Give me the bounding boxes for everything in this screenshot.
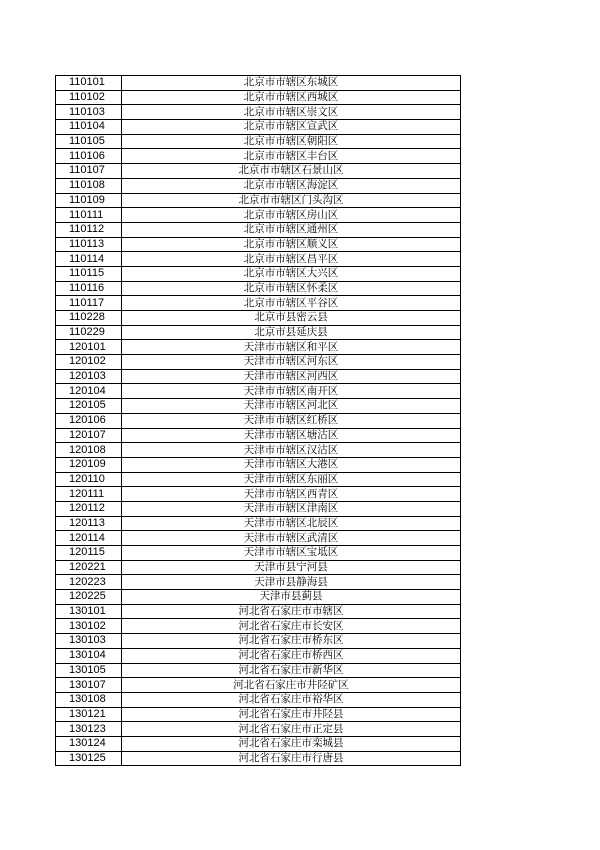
region-name-cell: 河北省石家庄市井陉县 bbox=[122, 707, 461, 722]
region-code-cell: 110104 bbox=[56, 120, 122, 135]
region-name-cell: 天津市市辖区河北区 bbox=[122, 399, 461, 414]
region-code-cell: 130102 bbox=[56, 619, 122, 634]
region-name-cell: 河北省石家庄市正定县 bbox=[122, 722, 461, 737]
region-code-cell: 130124 bbox=[56, 736, 122, 751]
region-code-cell: 110113 bbox=[56, 237, 122, 252]
region-code-cell: 120115 bbox=[56, 546, 122, 561]
region-name-cell: 北京市市辖区西城区 bbox=[122, 90, 461, 105]
table-row bbox=[56, 120, 461, 135]
region-code-cell: 110105 bbox=[56, 134, 122, 149]
region-name-cell: 河北省石家庄市长安区 bbox=[122, 619, 461, 634]
table-row bbox=[56, 311, 461, 326]
table-row bbox=[56, 355, 461, 370]
table-row bbox=[56, 413, 461, 428]
region-code-cell: 110117 bbox=[56, 296, 122, 311]
region-code-table bbox=[55, 75, 461, 766]
region-code-cell: 120104 bbox=[56, 384, 122, 399]
table-row bbox=[56, 164, 461, 179]
table-row bbox=[56, 531, 461, 546]
region-code-cell: 120103 bbox=[56, 369, 122, 384]
table-row bbox=[56, 663, 461, 678]
table-row bbox=[56, 604, 461, 619]
table-row bbox=[56, 736, 461, 751]
region-name-cell: 天津市市辖区武清区 bbox=[122, 531, 461, 546]
table-row bbox=[56, 237, 461, 252]
table-row bbox=[56, 590, 461, 605]
region-name-cell: 河北省石家庄市桥西区 bbox=[122, 648, 461, 663]
region-code-cell: 130107 bbox=[56, 678, 122, 693]
region-code-cell: 120112 bbox=[56, 501, 122, 516]
region-code-cell: 130125 bbox=[56, 751, 122, 766]
table-row bbox=[56, 634, 461, 649]
region-code-cell: 130123 bbox=[56, 722, 122, 737]
region-name-cell: 北京市市辖区崇文区 bbox=[122, 105, 461, 120]
region-name-cell: 北京市市辖区朝阳区 bbox=[122, 134, 461, 149]
table-row bbox=[56, 487, 461, 502]
table-row bbox=[56, 325, 461, 340]
table-row bbox=[56, 340, 461, 355]
region-code-cell: 110115 bbox=[56, 266, 122, 281]
region-name-cell: 天津市市辖区南开区 bbox=[122, 384, 461, 399]
table-row bbox=[56, 443, 461, 458]
region-code-cell: 120108 bbox=[56, 443, 122, 458]
table-row bbox=[56, 678, 461, 693]
region-name-cell: 天津市市辖区宝坻区 bbox=[122, 546, 461, 561]
table-row bbox=[56, 501, 461, 516]
region-code-cell: 120107 bbox=[56, 428, 122, 443]
table-row bbox=[56, 575, 461, 590]
region-name-cell: 北京市市辖区东城区 bbox=[122, 76, 461, 91]
table-row bbox=[56, 149, 461, 164]
region-name-cell: 北京市市辖区宣武区 bbox=[122, 120, 461, 135]
region-code-cell: 130121 bbox=[56, 707, 122, 722]
region-code-cell: 130104 bbox=[56, 648, 122, 663]
table-row bbox=[56, 178, 461, 193]
region-code-cell: 110108 bbox=[56, 178, 122, 193]
region-code-cell: 110106 bbox=[56, 149, 122, 164]
region-name-cell: 天津市市辖区河西区 bbox=[122, 369, 461, 384]
region-code-cell: 130103 bbox=[56, 634, 122, 649]
region-name-cell: 天津市市辖区汉沽区 bbox=[122, 443, 461, 458]
table-row bbox=[56, 516, 461, 531]
region-name-cell: 天津市市辖区东丽区 bbox=[122, 472, 461, 487]
region-code-cell: 120111 bbox=[56, 487, 122, 502]
region-name-cell: 北京市县密云县 bbox=[122, 311, 461, 326]
table-row bbox=[56, 399, 461, 414]
region-name-cell: 天津市市辖区西青区 bbox=[122, 487, 461, 502]
table-body bbox=[56, 76, 461, 766]
region-code-cell: 110112 bbox=[56, 222, 122, 237]
region-name-cell: 北京市市辖区石景山区 bbox=[122, 164, 461, 179]
region-code-cell: 120113 bbox=[56, 516, 122, 531]
region-name-cell: 河北省石家庄市桥东区 bbox=[122, 634, 461, 649]
region-name-cell: 北京市市辖区昌平区 bbox=[122, 252, 461, 267]
region-code-cell: 120114 bbox=[56, 531, 122, 546]
region-code-cell: 130101 bbox=[56, 604, 122, 619]
region-name-cell: 北京市县延庆县 bbox=[122, 325, 461, 340]
table-row bbox=[56, 296, 461, 311]
region-code-cell: 110111 bbox=[56, 208, 122, 223]
region-name-cell: 北京市市辖区通州区 bbox=[122, 222, 461, 237]
region-name-cell: 北京市市辖区大兴区 bbox=[122, 266, 461, 281]
region-code-cell: 110228 bbox=[56, 311, 122, 326]
region-name-cell: 北京市市辖区平谷区 bbox=[122, 296, 461, 311]
table-row bbox=[56, 105, 461, 120]
table-row bbox=[56, 472, 461, 487]
region-name-cell: 天津市市辖区津南区 bbox=[122, 501, 461, 516]
region-name-cell: 天津市县蓟县 bbox=[122, 590, 461, 605]
region-code-cell: 120225 bbox=[56, 590, 122, 605]
region-name-cell: 北京市市辖区怀柔区 bbox=[122, 281, 461, 296]
table-row bbox=[56, 457, 461, 472]
region-name-cell: 北京市市辖区门头沟区 bbox=[122, 193, 461, 208]
region-name-cell: 北京市市辖区丰台区 bbox=[122, 149, 461, 164]
region-name-cell: 河北省石家庄市栾城县 bbox=[122, 736, 461, 751]
table-row bbox=[56, 546, 461, 561]
region-name-cell: 天津市市辖区红桥区 bbox=[122, 413, 461, 428]
region-code-cell: 110116 bbox=[56, 281, 122, 296]
table-row bbox=[56, 384, 461, 399]
region-name-cell: 天津市市辖区北辰区 bbox=[122, 516, 461, 531]
region-code-cell: 120223 bbox=[56, 575, 122, 590]
table-row bbox=[56, 208, 461, 223]
region-code-cell: 110102 bbox=[56, 90, 122, 105]
table-row bbox=[56, 266, 461, 281]
region-name-cell: 北京市市辖区海淀区 bbox=[122, 178, 461, 193]
table-row bbox=[56, 692, 461, 707]
region-name-cell: 北京市市辖区房山区 bbox=[122, 208, 461, 223]
region-name-cell: 河北省石家庄市新华区 bbox=[122, 663, 461, 678]
region-name-cell: 河北省石家庄市市辖区 bbox=[122, 604, 461, 619]
table-row bbox=[56, 193, 461, 208]
region-name-cell: 天津市市辖区河东区 bbox=[122, 355, 461, 370]
table-row bbox=[56, 707, 461, 722]
table-row bbox=[56, 751, 461, 766]
region-code-cell: 130108 bbox=[56, 692, 122, 707]
region-code-cell: 110109 bbox=[56, 193, 122, 208]
table-row bbox=[56, 560, 461, 575]
table-row bbox=[56, 90, 461, 105]
table-row bbox=[56, 619, 461, 634]
region-code-cell: 120105 bbox=[56, 399, 122, 414]
table-row bbox=[56, 648, 461, 663]
region-name-cell: 天津市市辖区大港区 bbox=[122, 457, 461, 472]
region-name-cell: 河北省石家庄市井陉矿区 bbox=[122, 678, 461, 693]
region-name-cell: 河北省石家庄市裕华区 bbox=[122, 692, 461, 707]
region-code-cell: 130105 bbox=[56, 663, 122, 678]
table-row bbox=[56, 722, 461, 737]
table-row bbox=[56, 428, 461, 443]
region-code-cell: 110107 bbox=[56, 164, 122, 179]
region-name-cell: 天津市县静海县 bbox=[122, 575, 461, 590]
region-name-cell: 天津市县宁河县 bbox=[122, 560, 461, 575]
table-row bbox=[56, 76, 461, 91]
table-row bbox=[56, 369, 461, 384]
region-code-cell: 110114 bbox=[56, 252, 122, 267]
region-code-cell: 120221 bbox=[56, 560, 122, 575]
region-name-cell: 天津市市辖区塘沽区 bbox=[122, 428, 461, 443]
region-code-cell: 110101 bbox=[56, 76, 122, 91]
region-code-cell: 110103 bbox=[56, 105, 122, 120]
region-code-cell: 110229 bbox=[56, 325, 122, 340]
region-code-cell: 120102 bbox=[56, 355, 122, 370]
table-row bbox=[56, 222, 461, 237]
region-code-cell: 120101 bbox=[56, 340, 122, 355]
region-code-cell: 120106 bbox=[56, 413, 122, 428]
table-row bbox=[56, 252, 461, 267]
region-name-cell: 天津市市辖区和平区 bbox=[122, 340, 461, 355]
table-row bbox=[56, 134, 461, 149]
region-name-cell: 河北省石家庄市行唐县 bbox=[122, 751, 461, 766]
region-code-cell: 120109 bbox=[56, 457, 122, 472]
table-row bbox=[56, 281, 461, 296]
region-code-cell: 120110 bbox=[56, 472, 122, 487]
region-name-cell: 北京市市辖区顺义区 bbox=[122, 237, 461, 252]
